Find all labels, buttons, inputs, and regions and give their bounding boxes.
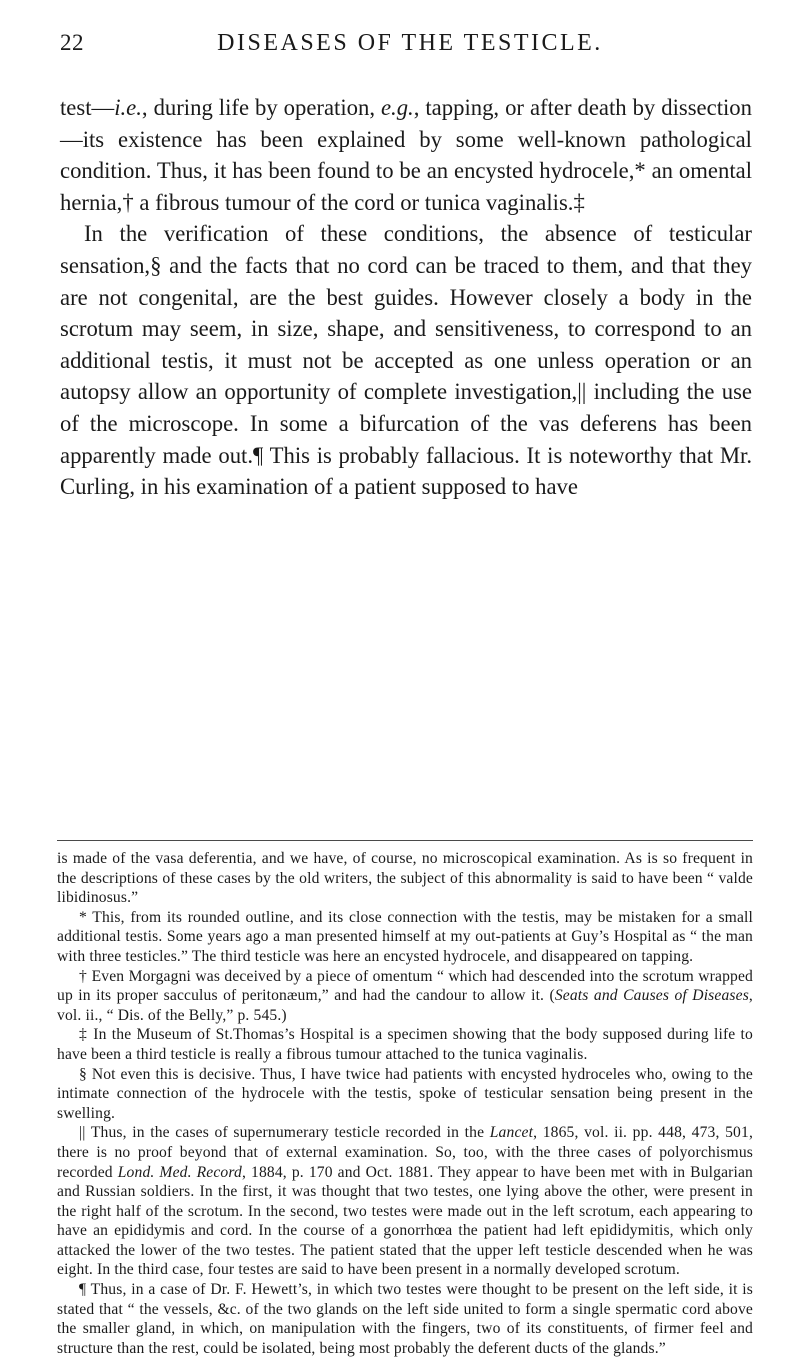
footnote-continuation: is made of the vasa deferentia, and we have, of course, no microscopical examination. As is so frequent in the descriptions of these cases by the old writers, the subject of this abnormality is said to have been “ valde libidinosus.” xyxy=(57,850,753,907)
main-text xyxy=(60,92,752,503)
footnote-parallel: || Thus, in the cases of supernumerary testicle recorded in the Lancet, 1865, vol. ii. pp. 448, 473, 501, there is no proof beyond that of external examination. So, too, with the three cases of polyorchismus recorded Lond. Med. Record, 1884, p. 170 and Oct. 1881. They appear to have been met with in Bulgarian and Russian soldiers. In the first, it was thought that two testes, one lying above the other, were present in the right half of the scrotum. In the second, two testes were made out in the left scrotum, each appearing to have an epididymis and cord. In the course of a gonorrhœa the patient had left epididymitis, which only attacked the lower of the two testes. The patient stated that the upper left testicle descended when he was eight. In the third case, four testes are said to have been present in a normally developed scrotum. xyxy=(57,1124,754,1279)
running-head: DISEASES OF THE TESTICLE. xyxy=(217,30,603,56)
paragraph-2: In the verification of these conditions, the absence of testicular sensation,§ and the facts that no cord can be traced to them, and that they are not congenital, are the best guides. However closely a body in the scrotum may seem, in size, shape, and sensitiveness, to correspond to an additional testis, it must not be accepted as one unless operation or an autopsy allow an opportunity of complete investigation,|| including the use of the microscope. In some a bifurcation of the vas deferens has been apparently made out.¶ This is probably fallacious. It is noteworthy that Mr. Curling, in his examination of a patient supposed to have xyxy=(60,221,752,500)
footnote-star: * This, from its rounded outline, and its close connection with the testis, may be mistaken for a small additional testis. Some years ago a man presented himself at my out-patients at Guy’s Hospital as “ the man with three testicles.” The third testicle was here an encysted hydrocele, and disappeared on tapping. xyxy=(57,908,753,965)
footnote-pilcrow: ¶ Thus, in a case of Dr. F. Hewett’s, in which two testes were thought to be present on the left side, it is stated that “ the vessels, &c. of the two glands on the left side united to form a single spermatic cord above the smaller gland, in which, on manipulation with the fingers, two of its constituents, of firmer feel and structure than the rest, could be isolated, being most probably the deferent ducts of the glands.” xyxy=(57,1281,753,1357)
paragraph-1: test—i.e., during life by operation, e.g., tapping, or after death by dissection—its existence has been explained by some well-known pathological condition. Thus, it has been found to be an encysted hydrocele,* an omental hernia,† a fibrous tumour of the cord or tunica vaginalis.‡ xyxy=(60,95,752,215)
footnote-divider xyxy=(57,840,753,841)
footnote-dagger: † Even Morgagni was deceived by a piece of omentum “ which had descended into the scrotum wrapped up in its proper sacculus of peritonæum,” and had the candour to allow it. (Seats and Causes of Diseases, vol. ii., “ Dis. of the Belly,” p. 545.) xyxy=(57,967,753,1024)
footnote-section: § Not even this is decisive. Thus, I have twice had patients with encysted hydroceles who, owing to the intimate connection of the hydrocele with the testis, spoke of testicular sensation being present in the swelling. xyxy=(57,1065,753,1122)
footnote-double-dagger: ‡ In the Museum of St.Thomas’s Hospital is a specimen showing that the body supposed during life to have been a third testicle is really a fibrous tumour attached to the tunica vaginalis. xyxy=(57,1026,753,1063)
footnotes xyxy=(57,849,753,1358)
page-number: 22 xyxy=(60,30,84,55)
page-header xyxy=(60,30,760,64)
